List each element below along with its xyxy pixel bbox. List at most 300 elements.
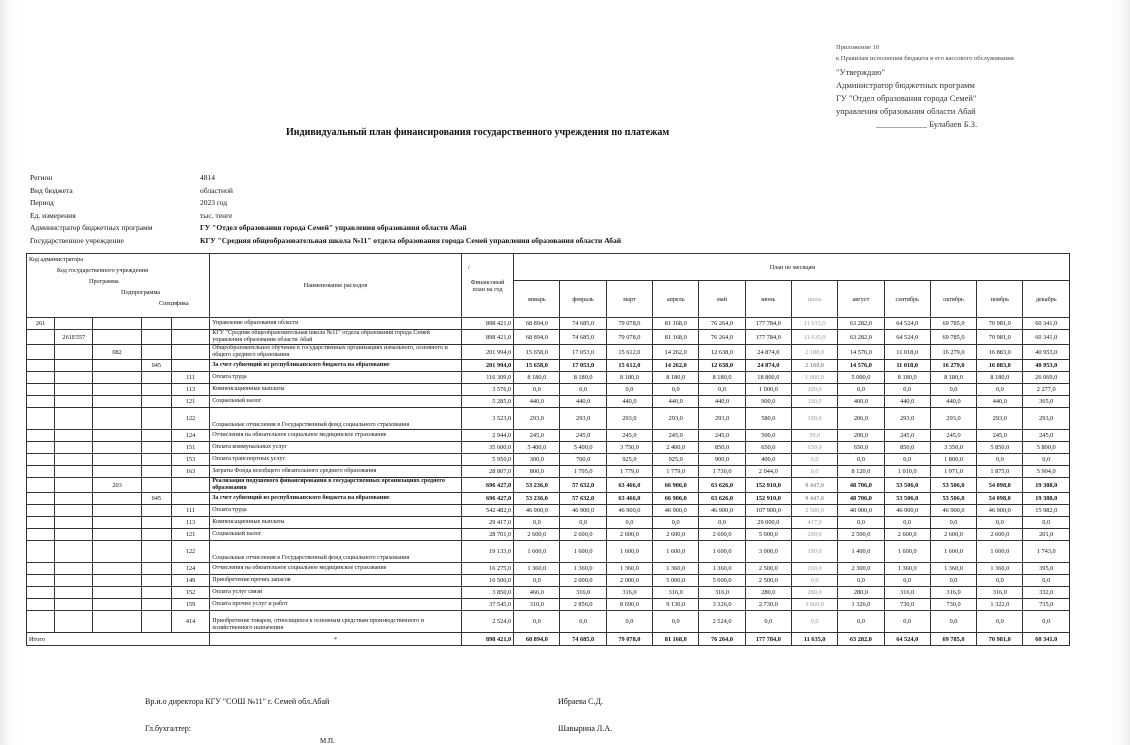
month-value: 2 300,0 [838,563,884,575]
month-value: 177 784,0 [745,330,791,345]
month-value: 5 800,0 [1023,442,1070,454]
code-cell [141,541,171,563]
month-value: 200,0 [791,529,837,541]
month-value: 8 690,0 [606,599,652,611]
code-cell [141,408,171,430]
table-row [27,330,1070,345]
month-value: 0,0 [838,454,884,466]
code-header-line: Код государственного учреждения [57,267,148,274]
table-row [27,541,1070,563]
code-cell [141,454,171,466]
month-header-0: январь [514,281,560,318]
month-value: 19 388,0 [1023,478,1070,493]
month-value: 15 658,0 [514,345,560,360]
code-cell [27,611,55,633]
month-value: 46 900,0 [514,505,560,517]
month-value: 280,0 [745,587,791,599]
month-value: 0,0 [745,611,791,633]
code-cell [55,493,93,505]
code-cell [55,345,93,360]
month-value: 79 078,0 [606,318,652,330]
month-value: 40 900,0 [838,505,884,517]
table-row [27,345,1070,360]
month-value: 2 044,0 [745,466,791,478]
month-value: 11 018,0 [884,345,930,360]
month-value: 18 800,0 [745,372,791,384]
month-value: 2 500,0 [791,505,837,517]
table-row [27,430,1070,442]
month-value: 1 010,0 [884,466,930,478]
total-month-value: 11 635,0 [791,633,837,646]
month-value: 365,0 [1023,396,1070,408]
month-value: 53 236,0 [514,478,560,493]
month-value: 0,0 [1023,454,1070,466]
month-value: 440,0 [699,396,745,408]
months-title: План по месяцам [769,263,816,271]
code-cell [27,442,55,454]
month-value: 24 874,0 [745,345,791,360]
code-cell [141,529,171,541]
month-value: 400,0 [745,454,791,466]
meta-row [30,235,621,248]
month-value: 0,0 [838,517,884,529]
month-value: 1 600,0 [977,541,1023,563]
code-cell [171,493,209,505]
month-header-5: июнь [745,281,791,318]
month-value: 46 900,0 [699,505,745,517]
director-label: Вр.и.о директора КГУ "СОШ №11" г. Семей обл.Абай [145,697,330,706]
month-value: 0,0 [653,611,699,633]
month-value: 9 447,0 [791,478,837,493]
code-cell [93,563,141,575]
meta-label: Вид бюджета [30,185,73,195]
expense-name: Оплата труда [210,372,462,384]
code-cell: 121 [171,529,209,541]
month-value: 316,0 [560,587,606,599]
month-value: 1 600,0 [884,541,930,563]
code-cell [141,505,171,517]
total-month-value: 70 981,0 [977,633,1023,646]
month-value: 0,0 [884,384,930,396]
month-value: 74 685,0 [560,330,606,345]
month-value: 0,0 [930,517,976,529]
month-value: 46 900,0 [977,505,1023,517]
month-value: 0,0 [653,517,699,529]
table-row [27,318,1070,330]
month-value: 0,0 [791,466,837,478]
code-cell: 124 [171,563,209,575]
total-month-value: 76 264,0 [699,633,745,646]
annual-plan: 29 417,0 [461,517,513,529]
code-cell: 111 [171,505,209,517]
month-value: 5 904,0 [1023,466,1070,478]
table-row [27,396,1070,408]
month-value: 1 360,0 [653,563,699,575]
code-cell [93,529,141,541]
month-value: 53 506,0 [884,493,930,505]
month-value: 48 706,0 [838,478,884,493]
code-cell: 113 [171,517,209,529]
month-value: 1 360,0 [560,563,606,575]
code-cell [27,360,55,372]
month-value: 40 953,0 [1023,345,1070,360]
month-value: 440,0 [977,396,1023,408]
code-cell: 152 [171,587,209,599]
month-value: 0,0 [884,454,930,466]
month-value: 1 600,0 [930,541,976,563]
month-value: 800,0 [514,466,560,478]
annual-plan: 696 427,0 [461,478,513,493]
month-value: 5 850,0 [977,442,1023,454]
approve-line: Администратор бюджетных программ [836,80,975,90]
month-value: 0,0 [977,384,1023,396]
code-cell [27,541,55,563]
month-value: 15 658,0 [514,360,560,372]
month-value: 76 264,0 [699,318,745,330]
meta-label: Период [30,198,54,207]
code-cell [93,466,141,478]
month-value: 316,0 [653,587,699,599]
month-value: 0,0 [791,611,837,633]
month-value: 1 779,0 [606,466,652,478]
code-cell: 261E557 [55,330,93,345]
month-value: 0,0 [606,611,652,633]
month-value: 0,0 [514,384,560,396]
expense-name: Социальные отчисления в Государственный фонд социального страхования [210,408,462,430]
code-cell [141,318,171,330]
code-cell [55,563,93,575]
month-value: 293,0 [884,408,930,430]
table-row [27,478,1070,493]
month-value: 1 795,0 [560,466,606,478]
code-cell [141,599,171,611]
month-value: 63 466,0 [606,493,652,505]
code-cell [93,396,141,408]
code-cell [141,587,171,599]
month-value: 730,0 [884,599,930,611]
month-value: 152 910,0 [745,493,791,505]
code-cell [55,442,93,454]
code-cell: 122 [171,541,209,563]
code-cell: 113 [171,384,209,396]
month-value: 5 000,0 [699,575,745,587]
expense-name: Социальные отчисления в Государственный фонд социального страхования [210,541,462,563]
month-value: 0,0 [791,454,837,466]
month-value: 0,0 [1023,611,1070,633]
month-value: 5 000,0 [653,575,699,587]
code-header-line: Специфика [159,300,189,307]
month-value: 440,0 [930,396,976,408]
month-value: 177 784,0 [745,318,791,330]
month-value: 735,0 [1023,599,1070,611]
month-value: 0,0 [606,384,652,396]
total-month-value: 69 785,0 [930,633,976,646]
month-value: 2 524,0 [699,611,745,633]
month-value: 53 506,0 [884,478,930,493]
month-value: 68 894,0 [514,330,560,345]
table-row [27,517,1070,529]
table-row [27,493,1070,505]
month-value: 2 856,0 [560,599,606,611]
code-cell: 414 [171,611,209,633]
month-value: 64 524,0 [884,318,930,330]
approve-line: "Утверждаю" [836,67,885,77]
month-value: 14 262,0 [653,345,699,360]
month-value: 0,0 [930,611,976,633]
table-body [27,318,1070,646]
month-value: 316,0 [930,587,976,599]
month-value: 2 600,0 [514,529,560,541]
annual-plan: 3 523,0 [461,408,513,430]
code-cell [171,330,209,345]
month-value: 26 069,0 [1023,372,1070,384]
code-cell: 163 [171,466,209,478]
month-value: 12 638,0 [699,345,745,360]
month-value: 0,0 [838,575,884,587]
month-value: 0,0 [884,611,930,633]
month-value: 8 180,0 [560,372,606,384]
expense-name: Затраты Фонда всеобщего обязательного среднего образования [210,466,462,478]
month-value: 1 600,0 [514,541,560,563]
month-value: 1 360,0 [699,563,745,575]
code-cell [55,478,93,493]
month-value: 11 018,0 [884,360,930,372]
month-value: 0,0 [699,517,745,529]
month-value: 850,0 [699,442,745,454]
month-value: 0,0 [514,517,560,529]
code-cell: 082 [93,345,141,360]
code-cell [27,493,55,505]
code-cell: 151 [171,442,209,454]
month-value: 107 900,0 [745,505,791,517]
month-value: 2 188,0 [791,345,837,360]
annual-plan: 898 421,0 [461,330,513,345]
month-value: 2 500,0 [838,529,884,541]
month-header-3: апрель [653,281,699,318]
month-value: 0,0 [838,384,884,396]
code-cell [93,430,141,442]
code-cell [55,517,93,529]
month-value: 300,0 [514,454,560,466]
month-value: 70 981,0 [977,330,1023,345]
annual-plan: 2 944,0 [461,430,513,442]
month-value: 925,0 [653,454,699,466]
month-value: 0,0 [1023,575,1070,587]
code-cell [141,563,171,575]
total-month-value: 60 341,0 [1023,633,1070,646]
month-value: 81 168,0 [653,330,699,345]
month-value: 46 900,0 [606,505,652,517]
code-cell [55,408,93,430]
month-header-6: июль [791,281,837,318]
annual-plan: 3 576,0 [461,384,513,396]
month-value: 730,0 [930,599,976,611]
code-cell [171,360,209,372]
month-header-9: октябрь [930,281,976,318]
code-cell [141,384,171,396]
month-value: 16 279,0 [930,345,976,360]
code-cell [27,478,55,493]
month-value: 206,0 [838,408,884,430]
month-value: 54 098,0 [977,478,1023,493]
month-value: 299,0 [791,384,837,396]
code-cell [141,517,171,529]
codes-header [27,254,210,318]
code-cell: 159 [171,599,209,611]
expense-name: КГУ "Средняя общеобразовательная школа №11" отдела образования города Семей управления образования области Абай [210,330,462,345]
code-cell [55,396,93,408]
table-row [27,408,1070,430]
month-value: 2 600,0 [930,529,976,541]
month-value: 245,0 [930,430,976,442]
month-value: 11 635,0 [791,318,837,330]
month-header-7: август [838,281,884,318]
code-cell [141,372,171,384]
month-value: 1 779,0 [653,466,699,478]
appendix-line: Приложение 10 [836,44,880,51]
month-value: 63 466,0 [606,478,652,493]
meta-label: Регион [30,173,53,182]
month-value: 69 785,0 [930,330,976,345]
expense-name: Реализация подушевого финансирования в государственных организациях среднего образования [210,478,462,493]
code-cell [171,345,209,360]
month-header-1: февраль [560,281,606,318]
month-value: 850,0 [884,442,930,454]
table-row [27,384,1070,396]
month-value: 0,0 [606,517,652,529]
month-value: 0,0 [1023,517,1070,529]
code-cell [27,408,55,430]
expense-name: За счет субвенций из республиканского бюджета на образование [210,360,462,372]
month-value: 0,0 [977,454,1023,466]
month-value: 0,0 [560,517,606,529]
month-value: 8 180,0 [606,372,652,384]
code-cell [27,345,55,360]
code-cell [55,505,93,517]
expense-name: Оплата транспортных услуг [210,454,462,466]
meta-label: Администратор бюджетных программ [30,223,153,232]
code-cell [55,454,93,466]
month-value: 200,0 [838,430,884,442]
meta-value: КГУ "Средняя общеобразовательная школа №11" отдела образования города Семей управления образования области Абай [200,235,622,245]
total-plan: 898 421,0 [461,633,513,646]
meta-row [30,210,621,223]
code-cell [55,430,93,442]
code-cell [141,345,171,360]
plan-header: Финансовый план на год [461,254,513,318]
month-value: 1 360,0 [977,563,1023,575]
month-value: 5 400,0 [514,442,560,454]
code-cell [55,541,93,563]
code-cell [55,384,93,396]
month-value: 2 277,0 [1023,384,1070,396]
director-name: Ибраева С.Д. [558,697,603,706]
month-value: 39,0 [791,430,837,442]
table-row [27,611,1070,633]
month-value: 8 180,0 [699,372,745,384]
month-value: 15 982,0 [1023,505,1070,517]
month-value: 14 262,0 [653,360,699,372]
month-header-8: сентябрь [884,281,930,318]
month-value: 1 360,0 [884,563,930,575]
code-cell [27,430,55,442]
code-cell [93,611,141,633]
code-cell [141,575,171,587]
month-value: 24 874,0 [745,360,791,372]
month-value: 74 685,0 [560,318,606,330]
month-value: 245,0 [977,430,1023,442]
code-cell [141,611,171,633]
total-month-value: 68 894,0 [514,633,560,646]
code-cell [93,541,141,563]
month-value: 201,0 [1023,529,1070,541]
month-value: 3 350,0 [930,442,976,454]
approval-block [836,66,1096,131]
approve-line: управления образования области Абай [836,106,976,116]
code-cell [55,318,93,330]
month-value: 3 660,0 [791,599,837,611]
table-row [27,360,1070,372]
month-value: 0,0 [977,517,1023,529]
expense-name: Приобретение товаров, относящихся к основным средствам производственного и хозяйственного назначения [210,611,462,633]
month-value: 1 971,0 [930,466,976,478]
month-value: 2 600,0 [884,529,930,541]
month-value: 466,0 [514,587,560,599]
appendix-line: к Правилам исполнения бюджета и его кассового обслуживания [836,55,1014,62]
month-value: 580,0 [745,408,791,430]
month-value: 19 388,0 [1023,493,1070,505]
month-value: 245,0 [514,430,560,442]
code-header-line: Программа [89,278,119,285]
month-value: 0,0 [791,575,837,587]
month-value: 8 180,0 [884,372,930,384]
month-value: 1 360,0 [606,563,652,575]
month-value: 293,0 [930,408,976,430]
month-value: 57 632,0 [560,493,606,505]
meta-label: Ед. измерения [30,210,76,220]
expense-name: Управление образования области [210,318,462,330]
code-cell [93,408,141,430]
month-value: 40 953,0 [1023,360,1070,372]
month-value: 1 360,0 [514,563,560,575]
month-value: 1 326,0 [838,599,884,611]
month-value: 70 981,0 [977,318,1023,330]
code-cell [27,599,55,611]
expense-name: Социальный налог [210,529,462,541]
month-value: 0,0 [699,384,745,396]
code-cell [55,360,93,372]
annual-plan: 37 545,0 [461,599,513,611]
month-value: 2 600,0 [606,529,652,541]
month-value: 245,0 [884,430,930,442]
annual-plan: 898 421,0 [461,318,513,330]
month-value: 245,0 [606,430,652,442]
month-value: 293,0 [560,408,606,430]
annual-plan: 28 701,0 [461,529,513,541]
table-row [27,372,1070,384]
code-cell [93,599,141,611]
code-cell [93,318,141,330]
month-value: 68 894,0 [514,318,560,330]
month-value: 46 900,0 [884,505,930,517]
month-value: 1 743,0 [1023,541,1070,563]
annual-plan: 542 482,0 [461,505,513,517]
month-value: 46 900,0 [560,505,606,517]
annual-plan: 35 600,0 [461,442,513,454]
month-value: 925,0 [606,454,652,466]
code-cell [93,505,141,517]
code-cell: 149 [171,575,209,587]
